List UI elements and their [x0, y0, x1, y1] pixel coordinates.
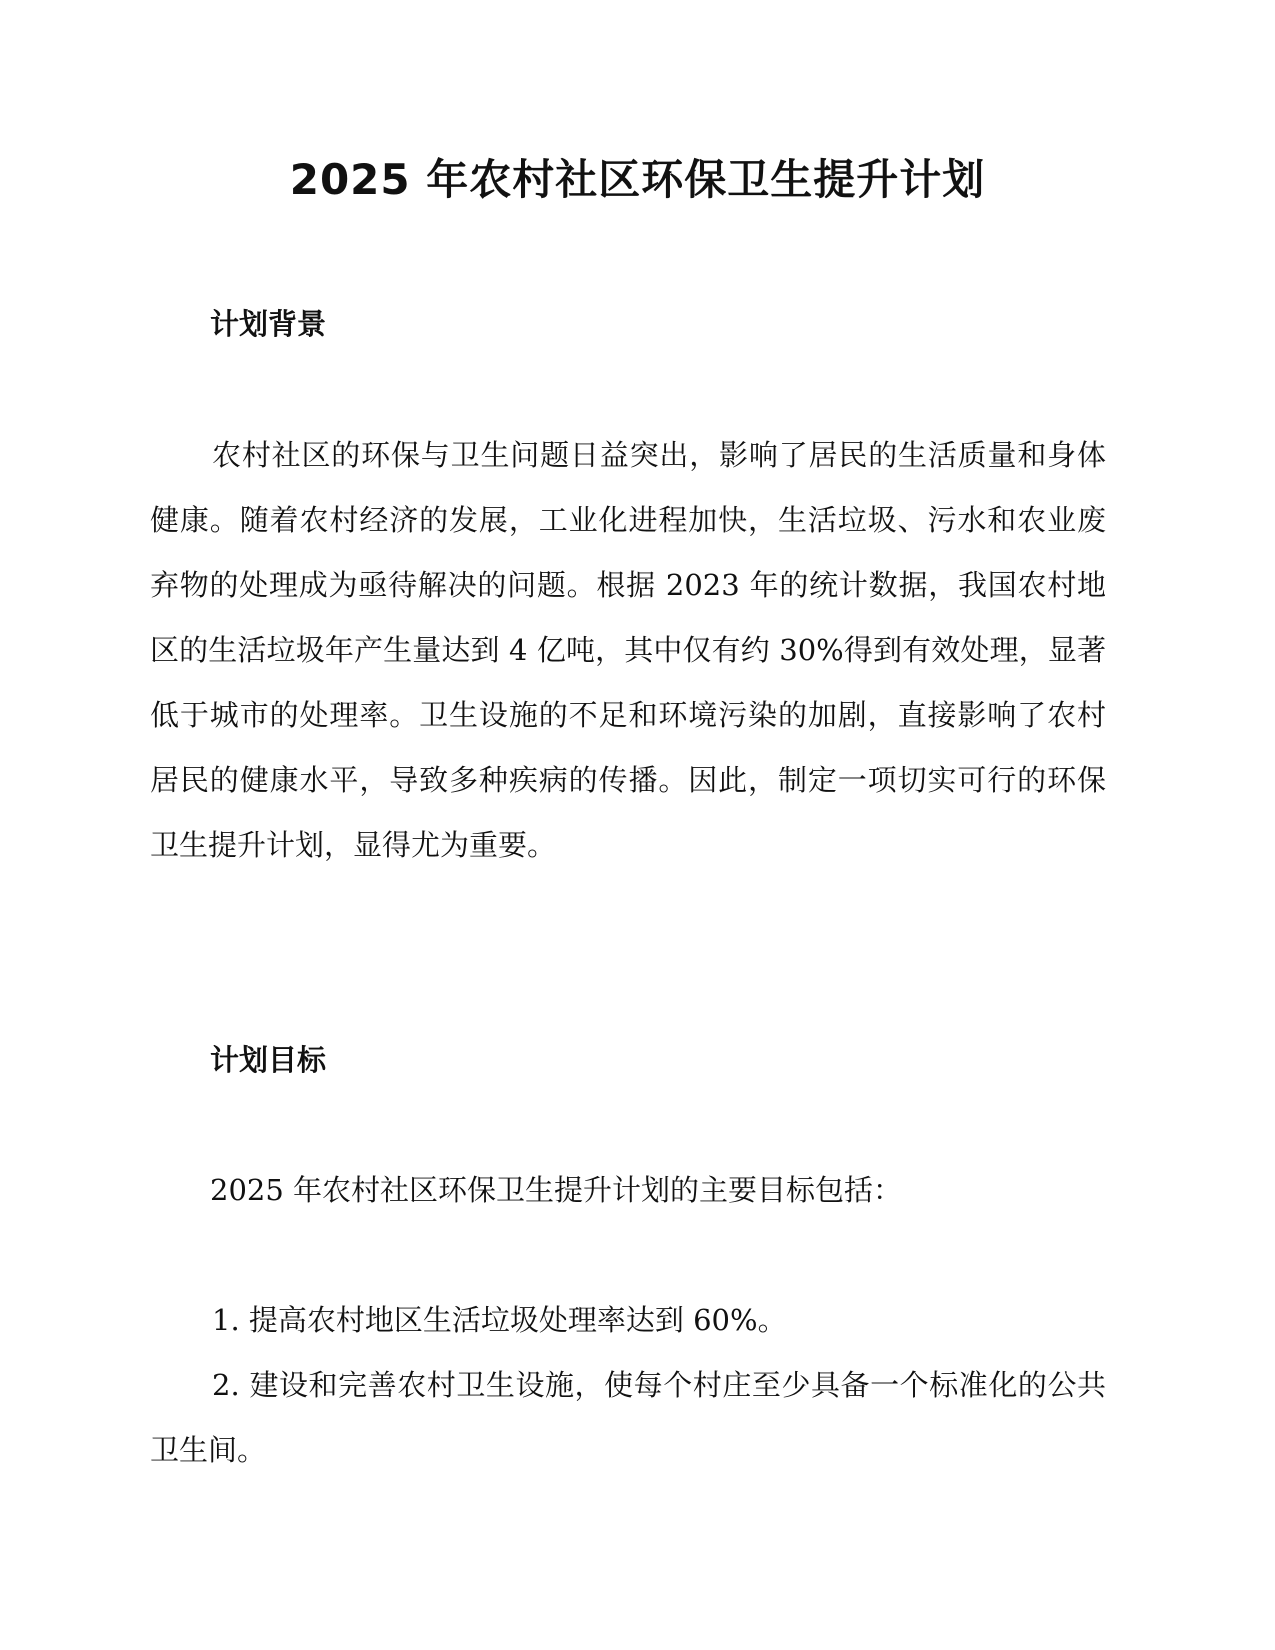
section-heading-goals: 计划目标	[210, 1043, 327, 1077]
background-paragraph: 农村社区的环保与卫生问题日益突出，影响了居民的生活质量和身体健康。随着农村经济的发展，工业化进程加快，生活垃圾、污水和农业废弃物的处理成为亟待解决的问题。根据 2023 年的统计数据，我国农村地区的生活垃圾年产生量达到 4 亿吨，其中仅有约 30%得到有效处理，显著低于城市的处理率。卫生设施的不足和环境污染的加剧，直接影响了农村居民的健康水平，导致多种疾病的传播。因此，制定一项切实可行的环保卫生提升计划，显得尤为重要。	[150, 438, 1106, 862]
document-title: 2025 年农村社区环保卫生提升计划	[289, 155, 986, 204]
goal-item: 1. 提高农村地区生活垃圾处理率达到 60%。	[212, 1303, 787, 1337]
section-heading-background: 计划背景	[210, 307, 327, 341]
goals-intro: 2025 年农村社区环保卫生提升计划的主要目标包括：	[210, 1173, 903, 1207]
goal-item: 2. 建设和完善农村卫生设施，使每个村庄至少具备一个标准化的公共卫生间。	[150, 1368, 1106, 1467]
